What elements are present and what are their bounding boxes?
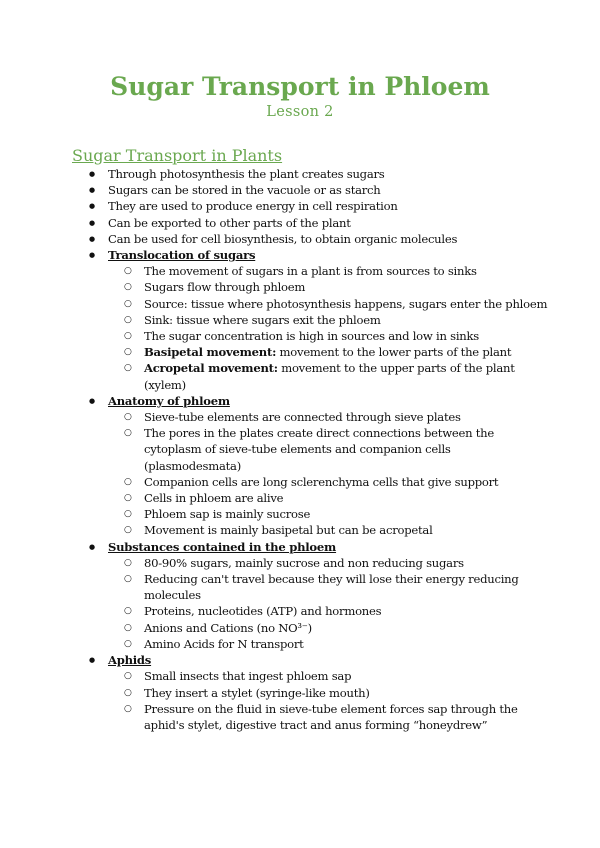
- acropetal-text: movement to the upper parts of the plant (xylem): [144, 361, 515, 392]
- translocation-heading: Translocation of sugars: [108, 248, 256, 263]
- translocation-list: [108, 263, 548, 393]
- anatomy-heading: Anatomy of phloem: [108, 393, 230, 408]
- list-item: ○ Small insects that ingest phloem sap: [124, 668, 548, 684]
- document-subtitle: Lesson 2: [266, 104, 334, 120]
- list-item: ○ Cells in phloem are alive: [124, 490, 548, 506]
- basipetal-term: Basipetal movement:: [144, 345, 277, 360]
- aphids-group: [88, 652, 548, 733]
- list-item: ○ The pores in the plates create direct connections between the cytoplasm of sieve-tube elements and companion cells (plasmodesmata): [124, 425, 548, 474]
- anatomy-list: [108, 409, 548, 539]
- translocation-group: [88, 247, 548, 393]
- list-item: ○ They insert a stylet (syringe-like mouth): [124, 685, 548, 701]
- list-item: ○ Phloem sap is mainly sucrose: [124, 506, 548, 522]
- document-title: Sugar Transport in Phloem: [110, 72, 490, 101]
- list-item: ○ Sugars flow through phloem: [124, 279, 548, 295]
- substances-heading: Substances contained in the phloem: [108, 539, 337, 554]
- substances-list: [108, 555, 548, 652]
- section-heading: Sugar Transport in Plants: [72, 146, 283, 165]
- list-item: ○ Sink: tissue where sugars exit the phloem: [124, 312, 548, 328]
- basipetal-text: movement to the lower parts of the plant: [276, 345, 512, 360]
- list-item: ○ Sieve-tube elements are connected through sieve plates: [124, 409, 548, 425]
- list-item: ● Through photosynthesis the plant creates sugars: [88, 166, 548, 182]
- substances-group: [88, 539, 548, 652]
- aphids-list: [108, 668, 548, 733]
- list-item: ○ Movement is mainly basipetal but can be acropetal: [124, 522, 548, 538]
- list-item: ● They are used to produce energy in cell respiration: [88, 198, 548, 214]
- anatomy-group: [88, 393, 548, 539]
- acropetal-term: Acropetal movement:: [144, 361, 278, 376]
- list-item: ● Sugars can be stored in the vacuole or as starch: [88, 182, 548, 198]
- list-item: ○ Pressure on the fluid in sieve-tube element forces sap through the aphid's stylet, digestive tract and anus forming “honeydrew”: [124, 701, 548, 733]
- list-item: ○ The sugar concentration is high in sources and low in sinks: [124, 328, 548, 344]
- list-item: ○ The movement of sugars in a plant is from sources to sinks: [124, 263, 548, 279]
- list-item: ○ Reducing can't travel because they will lose their energy reducing molecules: [124, 571, 548, 603]
- list-item: ● Can be used for cell biosynthesis, to obtain organic molecules: [88, 231, 548, 247]
- basipetal-item: [124, 344, 548, 360]
- acropetal-item: [124, 360, 548, 392]
- list-item: ○ 80-90% sugars, mainly sucrose and non reducing sugars: [124, 555, 548, 571]
- list-item: ○ Anions and Cations (no NO³⁻): [124, 620, 548, 636]
- list-item: ● Can be exported to other parts of the plant: [88, 215, 548, 231]
- list-item: ○ Proteins, nucleotides (ATP) and hormones: [124, 603, 548, 619]
- main-list: [88, 166, 548, 733]
- list-item: ○ Companion cells are long sclerenchyma cells that give support: [124, 474, 548, 490]
- list-item: ○ Amino Acids for N transport: [124, 636, 548, 652]
- aphids-heading: Aphids: [108, 653, 152, 668]
- list-item: ○ Source: tissue where photosynthesis happens, sugars enter the phloem: [124, 296, 548, 312]
